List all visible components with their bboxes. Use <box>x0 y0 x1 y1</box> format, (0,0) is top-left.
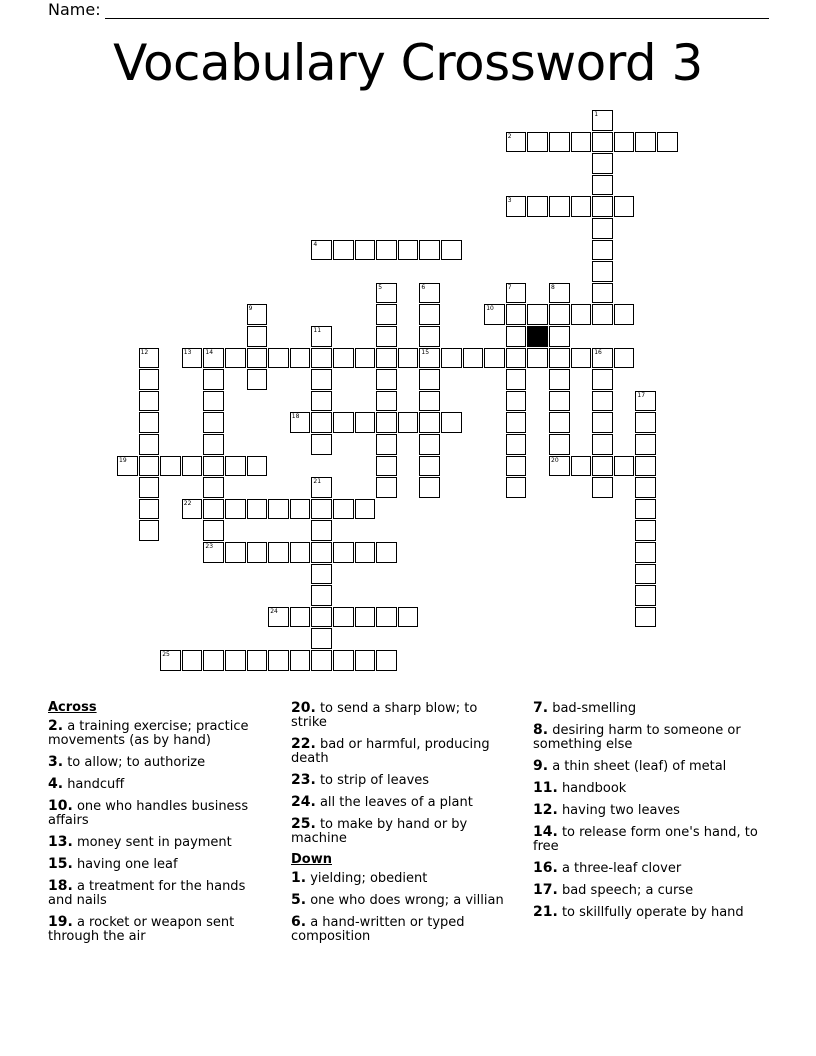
grid-cell[interactable] <box>549 412 570 433</box>
grid-cell[interactable] <box>311 542 332 563</box>
cell-number: 22 <box>183 499 192 507</box>
grid-cell[interactable] <box>592 477 613 498</box>
grid-cell[interactable] <box>355 607 376 628</box>
grid-cell[interactable] <box>311 391 332 412</box>
clue-down-8 <box>533 723 763 752</box>
grid-cell[interactable] <box>398 348 419 369</box>
grid-cell[interactable] <box>376 391 397 412</box>
grid-cell[interactable] <box>549 369 570 390</box>
clue-number: 24. <box>291 794 316 810</box>
clue-text: yielding; obedient <box>306 871 428 886</box>
grid-cell[interactable] <box>247 326 268 347</box>
grid-cell[interactable] <box>398 412 419 433</box>
grid-cell[interactable] <box>614 132 635 153</box>
grid-cell[interactable] <box>160 650 181 671</box>
clue-across-13 <box>48 835 273 850</box>
grid-cell[interactable] <box>419 477 440 498</box>
clue-text: to allow; to authorize <box>63 755 206 770</box>
grid-cell[interactable] <box>506 456 527 477</box>
grid-cell[interactable] <box>635 542 656 563</box>
grid-cell[interactable] <box>139 456 160 477</box>
grid-cell[interactable] <box>635 585 656 606</box>
grid-cell[interactable] <box>311 412 332 433</box>
grid-cell[interactable] <box>614 348 635 369</box>
grid-cell[interactable] <box>203 434 224 455</box>
clue-number: 18. <box>48 878 73 894</box>
clue-across-4 <box>48 777 273 792</box>
grid-cell[interactable] <box>635 391 656 412</box>
grid-cell[interactable] <box>311 477 332 498</box>
grid-cell[interactable] <box>549 196 570 217</box>
grid-cell[interactable] <box>592 240 613 261</box>
clue-down-6 <box>291 915 511 944</box>
grid-cell[interactable] <box>268 650 289 671</box>
clue-number: 22. <box>291 736 316 752</box>
grid-cell[interactable] <box>549 326 570 347</box>
grid-cell[interactable] <box>376 304 397 325</box>
grid-cell[interactable] <box>506 283 527 304</box>
grid-cell[interactable] <box>333 348 354 369</box>
grid-cell[interactable] <box>355 542 376 563</box>
clue-down-17 <box>533 883 763 898</box>
grid-cell[interactable] <box>592 132 613 153</box>
grid-cell[interactable] <box>139 434 160 455</box>
grid-cell[interactable] <box>506 196 527 217</box>
grid-cell[interactable] <box>311 369 332 390</box>
clue-text: to release form one's hand, to free <box>533 825 758 854</box>
clue-number: 10. <box>48 798 73 814</box>
clue-number: 5. <box>291 892 307 908</box>
clue-down-12 <box>533 803 763 818</box>
grid-cell[interactable] <box>311 585 332 606</box>
grid-cell[interactable] <box>203 348 224 369</box>
grid-cell[interactable] <box>419 283 440 304</box>
cell-number: 23 <box>205 543 214 550</box>
cell-number: 5 <box>378 283 383 291</box>
grid-cell[interactable] <box>182 650 203 671</box>
grid-cell[interactable] <box>592 412 613 433</box>
grid-cell[interactable] <box>484 348 505 369</box>
clue-text: to send a sharp blow; to strike <box>291 701 478 730</box>
clue-across-22 <box>291 737 511 766</box>
grid-cell[interactable] <box>290 412 311 433</box>
cell-number: 8 <box>551 283 555 291</box>
grid-cell[interactable] <box>506 132 527 153</box>
grid-cell[interactable] <box>376 240 397 261</box>
grid-cell[interactable] <box>311 240 332 261</box>
grid-cell[interactable] <box>247 348 268 369</box>
grid-cell[interactable] <box>592 348 613 369</box>
clues-column-2 <box>291 701 511 951</box>
clue-text: a training exercise; practice movements (as by hand) <box>48 719 249 748</box>
grid-cell[interactable] <box>506 477 527 498</box>
clue-text: a three-leaf clover <box>557 861 682 876</box>
grid-cell[interactable] <box>333 607 354 628</box>
grid-cell[interactable] <box>290 348 311 369</box>
grid-cell[interactable] <box>419 240 440 261</box>
grid-cell[interactable] <box>139 369 160 390</box>
grid-cell[interactable] <box>203 542 224 563</box>
grid-cell[interactable] <box>182 499 203 520</box>
grid-cell[interactable] <box>506 348 527 369</box>
grid-cell[interactable] <box>376 477 397 498</box>
grid-cell[interactable] <box>506 391 527 412</box>
clue-number: 25. <box>291 816 316 832</box>
clue-number: 15. <box>48 856 73 872</box>
grid-cell[interactable] <box>203 412 224 433</box>
cell-number: 7 <box>507 283 512 291</box>
grid-cell[interactable] <box>311 628 332 649</box>
grid-cell[interactable] <box>268 542 289 563</box>
cell-number: 24 <box>270 607 278 615</box>
clue-number: 13. <box>48 834 73 850</box>
clue-number: 9. <box>533 758 549 774</box>
clue-text: having one leaf <box>72 857 178 872</box>
grid-cell[interactable] <box>139 412 160 433</box>
grid-cell[interactable] <box>463 348 484 369</box>
grid-cell[interactable] <box>484 304 505 325</box>
across-heading: Across <box>48 700 97 715</box>
clue-down-16 <box>533 861 763 876</box>
clue-down-1 <box>291 871 511 886</box>
grid-cell[interactable] <box>290 499 311 520</box>
clue-across-18 <box>48 879 273 908</box>
grid-cell[interactable] <box>203 477 224 498</box>
grid-cell[interactable] <box>333 240 354 261</box>
grid-cell[interactable] <box>549 456 570 477</box>
grid-cell[interactable] <box>635 477 656 498</box>
grid-cell[interactable] <box>527 348 548 369</box>
down-heading: Down <box>291 852 332 867</box>
grid-cell[interactable] <box>592 283 613 304</box>
clue-text: to skillfully operate by hand <box>557 905 744 920</box>
grid-cell[interactable] <box>247 369 268 390</box>
grid-cell[interactable] <box>160 456 181 477</box>
cell-number: 10 <box>486 305 494 313</box>
clue-down-21 <box>533 905 763 920</box>
clues-column-3 <box>533 701 763 927</box>
grid-cell[interactable] <box>376 607 397 628</box>
clue-number: 4. <box>48 776 64 792</box>
grid-cell[interactable] <box>203 499 224 520</box>
grid-cell[interactable] <box>635 412 656 433</box>
grid-cell[interactable] <box>592 153 613 174</box>
clue-number: 6. <box>291 914 307 930</box>
grid-cell[interactable] <box>355 499 376 520</box>
grid-cell[interactable] <box>635 520 656 541</box>
clue-number: 17. <box>533 882 558 898</box>
grid-cell[interactable] <box>139 520 160 541</box>
grid-cell[interactable] <box>635 456 656 477</box>
clue-number: 3. <box>48 754 64 770</box>
clue-text: one who handles business affairs <box>48 799 249 828</box>
grid-cell[interactable] <box>592 456 613 477</box>
grid-cell[interactable] <box>203 369 224 390</box>
grid-cell[interactable] <box>376 456 397 477</box>
grid-cell[interactable] <box>333 650 354 671</box>
grid-cell[interactable] <box>527 304 548 325</box>
clue-text: money sent in payment <box>72 835 232 850</box>
clue-down-9 <box>533 759 763 774</box>
grid-cell[interactable] <box>182 348 203 369</box>
grid-cell[interactable] <box>203 456 224 477</box>
grid-cell[interactable] <box>506 326 527 347</box>
cell-number: 15 <box>421 348 430 356</box>
clue-text: a hand-written or typed composition <box>291 915 465 944</box>
grid-cell[interactable] <box>333 542 354 563</box>
grid-cell[interactable] <box>333 499 354 520</box>
cell-number: 12 <box>140 348 149 356</box>
grid-cell[interactable] <box>441 240 462 261</box>
grid-cell[interactable] <box>527 132 548 153</box>
grid-cell[interactable] <box>592 110 613 131</box>
clue-number: 20. <box>291 700 316 716</box>
grid-cell[interactable] <box>506 412 527 433</box>
clue-number: 16. <box>533 860 558 876</box>
cell-number: 14 <box>205 348 214 356</box>
cell-number: 11 <box>313 327 322 334</box>
grid-cell[interactable] <box>571 348 592 369</box>
grid-cell[interactable] <box>311 326 332 347</box>
grid-cell[interactable] <box>247 499 268 520</box>
grid-cell[interactable] <box>203 520 224 541</box>
clue-text: bad or harmful, producing death <box>291 737 490 766</box>
grid-cell[interactable] <box>247 542 268 563</box>
grid-cell[interactable] <box>311 520 332 541</box>
grid-cell[interactable] <box>268 348 289 369</box>
clue-text: having two leaves <box>557 803 680 818</box>
clue-text: bad-smelling <box>548 701 637 716</box>
clue-down-5 <box>291 893 511 908</box>
grid-cell[interactable] <box>506 434 527 455</box>
clue-down-11 <box>533 781 763 796</box>
clues-column-1 <box>48 701 273 951</box>
grid-cell[interactable] <box>441 412 462 433</box>
grid-cell[interactable] <box>398 607 419 628</box>
clue-across-15 <box>48 857 273 872</box>
grid-cell[interactable] <box>614 456 635 477</box>
cell-number: 9 <box>248 305 253 313</box>
name-label: Name: <box>48 0 101 19</box>
grid-cell[interactable] <box>419 348 440 369</box>
grid-cell[interactable] <box>290 542 311 563</box>
clue-across-20 <box>291 701 511 730</box>
clue-across-23 <box>291 773 511 788</box>
grid-cell[interactable] <box>614 304 635 325</box>
clue-text: to strip of leaves <box>315 773 430 788</box>
clue-across-10 <box>48 799 273 828</box>
grid-cell[interactable] <box>592 175 613 196</box>
cell-number: 20 <box>551 456 559 464</box>
grid-cell[interactable] <box>225 456 246 477</box>
grid-cell[interactable] <box>398 240 419 261</box>
clue-number: 21. <box>533 904 558 920</box>
grid-cell[interactable] <box>290 650 311 671</box>
cell-number: 19 <box>119 456 127 464</box>
grid-cell[interactable] <box>635 499 656 520</box>
grid-cell[interactable] <box>635 607 656 628</box>
clue-down-14 <box>533 825 763 854</box>
grid-cell[interactable] <box>182 456 203 477</box>
grid-cell[interactable] <box>311 650 332 671</box>
grid-cell[interactable] <box>139 348 160 369</box>
grid-cell[interactable] <box>225 348 246 369</box>
grid-cell[interactable] <box>614 196 635 217</box>
grid-cell[interactable] <box>592 369 613 390</box>
clue-text: a thin sheet (leaf) of metal <box>548 759 727 774</box>
grid-cell[interactable] <box>635 564 656 585</box>
clue-number: 11. <box>533 780 558 796</box>
grid-cell[interactable] <box>592 391 613 412</box>
grid-cell[interactable] <box>571 132 592 153</box>
grid-cell[interactable] <box>657 132 678 153</box>
cell-number: 16 <box>594 348 602 356</box>
grid-cell[interactable] <box>571 456 592 477</box>
cell-number: 6 <box>421 283 426 291</box>
clue-across-24 <box>291 795 511 810</box>
grid-cell[interactable] <box>376 369 397 390</box>
clue-text: handcuff <box>63 777 125 792</box>
grid-cell[interactable] <box>592 261 613 282</box>
black-square <box>527 326 548 347</box>
page-title: Vocabulary Crossword 3 <box>113 34 703 92</box>
grid-cell[interactable] <box>247 304 268 325</box>
grid-cell[interactable] <box>635 434 656 455</box>
grid-cell[interactable] <box>506 369 527 390</box>
cell-number: 25 <box>162 651 170 658</box>
grid-cell[interactable] <box>268 499 289 520</box>
clue-text: desiring harm to someone or something else <box>533 723 741 752</box>
clue-text: one who does wrong; a villian <box>306 893 504 908</box>
clue-number: 8. <box>533 722 549 738</box>
grid-cell[interactable] <box>376 326 397 347</box>
grid-cell[interactable] <box>419 456 440 477</box>
grid-cell[interactable] <box>203 650 224 671</box>
clue-text: a rocket or weapon sent through the air <box>48 915 235 944</box>
grid-cell[interactable] <box>139 499 160 520</box>
grid-cell[interactable] <box>376 412 397 433</box>
cell-number: 1 <box>594 111 599 118</box>
clue-across-2 <box>48 719 273 748</box>
grid-cell[interactable] <box>419 326 440 347</box>
grid-cell[interactable] <box>139 391 160 412</box>
cell-number: 21 <box>313 478 322 486</box>
clue-number: 14. <box>533 824 558 840</box>
clue-across-19 <box>48 915 273 944</box>
grid-cell[interactable] <box>311 607 332 628</box>
grid-cell[interactable] <box>225 650 246 671</box>
grid-cell[interactable] <box>311 564 332 585</box>
grid-cell[interactable] <box>247 456 268 477</box>
grid-cell[interactable] <box>506 304 527 325</box>
grid-cell[interactable] <box>635 132 656 153</box>
grid-cell[interactable] <box>419 412 440 433</box>
clue-text: to make by hand or by machine <box>291 817 468 846</box>
grid-cell[interactable] <box>376 434 397 455</box>
grid-cell[interactable] <box>549 283 570 304</box>
grid-cell[interactable] <box>139 477 160 498</box>
clue-text: handbook <box>557 781 627 796</box>
grid-cell[interactable] <box>527 196 548 217</box>
clue-text: all the leaves of a plant <box>315 795 473 810</box>
clue-number: 1. <box>291 870 307 886</box>
grid-cell[interactable] <box>225 542 246 563</box>
grid-cell[interactable] <box>419 369 440 390</box>
grid-cell[interactable] <box>355 348 376 369</box>
grid-cell[interactable] <box>355 240 376 261</box>
grid-cell[interactable] <box>225 499 246 520</box>
grid-cell[interactable] <box>419 391 440 412</box>
clue-across-25 <box>291 817 511 846</box>
clue-number: 12. <box>533 802 558 818</box>
clue-number: 23. <box>291 772 316 788</box>
grid-cell[interactable] <box>419 434 440 455</box>
cell-number: 18 <box>291 413 300 421</box>
cell-number: 4 <box>313 240 318 248</box>
clue-across-3 <box>48 755 273 770</box>
grid-cell[interactable] <box>376 283 397 304</box>
cell-number: 3 <box>507 197 512 205</box>
grid-cell[interactable] <box>203 391 224 412</box>
grid-cell[interactable] <box>333 412 354 433</box>
grid-cell[interactable] <box>592 218 613 239</box>
grid-cell[interactable] <box>355 412 376 433</box>
grid-cell[interactable] <box>376 542 397 563</box>
cell-number: 2 <box>507 132 512 140</box>
grid-cell[interactable] <box>376 348 397 369</box>
grid-cell[interactable] <box>592 304 613 325</box>
grid-cell[interactable] <box>441 348 462 369</box>
grid-cell[interactable] <box>419 304 440 325</box>
grid-cell[interactable] <box>549 348 570 369</box>
grid-cell[interactable] <box>311 348 332 369</box>
grid-cell[interactable] <box>268 607 289 628</box>
grid-cell[interactable] <box>117 456 138 477</box>
clue-text: bad speech; a curse <box>557 883 694 898</box>
grid-cell[interactable] <box>311 434 332 455</box>
grid-cell[interactable] <box>549 434 570 455</box>
cell-number: 17 <box>637 391 646 399</box>
grid-cell[interactable] <box>571 196 592 217</box>
clue-number: 2. <box>48 718 64 734</box>
grid-cell[interactable] <box>549 132 570 153</box>
grid-cell[interactable] <box>247 650 268 671</box>
clue-text: a treatment for the hands and nails <box>48 879 246 908</box>
grid-cell[interactable] <box>355 650 376 671</box>
clue-down-7 <box>533 701 763 716</box>
clue-number: 19. <box>48 914 73 930</box>
grid-cell[interactable] <box>549 304 570 325</box>
grid-cell[interactable] <box>376 650 397 671</box>
grid-cell[interactable] <box>592 196 613 217</box>
cell-number: 13 <box>183 348 192 356</box>
grid-cell[interactable] <box>290 607 311 628</box>
grid-cell[interactable] <box>592 434 613 455</box>
grid-cell[interactable] <box>549 391 570 412</box>
clue-number: 7. <box>533 700 549 716</box>
grid-cell[interactable] <box>571 304 592 325</box>
grid-cell[interactable] <box>311 499 332 520</box>
